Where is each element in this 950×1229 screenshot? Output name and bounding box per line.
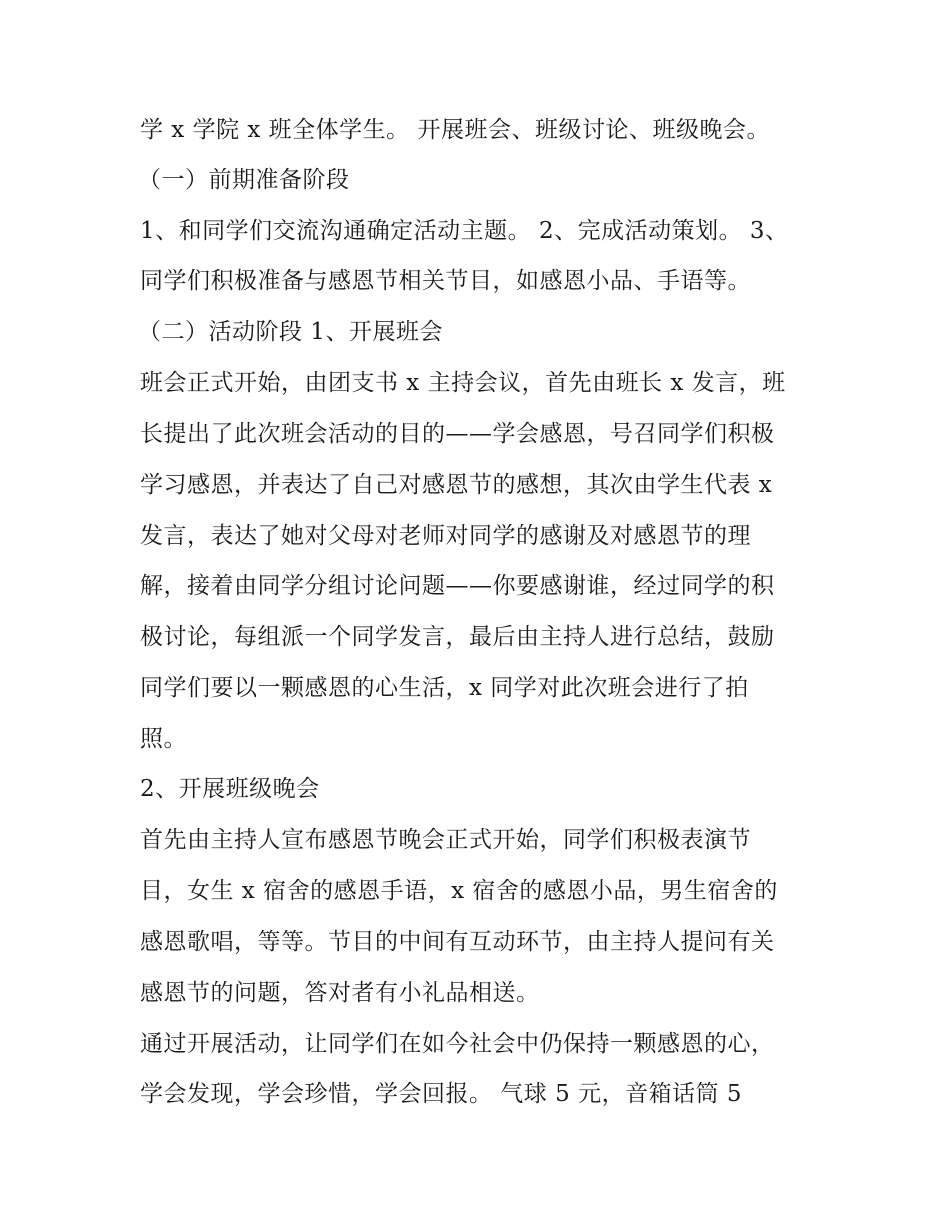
text-line: 通过开展活动，让同学们在如今社会中仍保持一颗感恩的心，	[140, 1031, 775, 1057]
section-heading: （二）活动阶段 1、开展班会	[138, 319, 443, 345]
text-line: 首先由主持人宣布感恩节晚会正式开始，同学们积极表演节	[140, 827, 751, 853]
text-line: 班会正式开始，由团支书 x 主持会议，首先由班长 x 发言，班	[140, 370, 786, 396]
text-line: 感恩歌唱，等等。节目的中间有互动环节，由主持人提问有关	[140, 929, 775, 955]
text-line: 感恩节的问题，答对者有小礼品相送。	[140, 980, 540, 1006]
section-heading: （一）前期准备阶段	[138, 167, 350, 193]
text-line: 1、和同学们交流沟通确定活动主题。 2、完成活动策划。 3、	[140, 218, 789, 244]
text-line: 解，接着由同学分组讨论问题——你要感谢谁，经过同学的积	[140, 573, 775, 599]
text-line: 学 x 学院 x 班全体学生。 开展班会、班级讨论、班级晚会。	[140, 117, 770, 143]
text-line: 极讨论，每组派一个同学发言，最后由主持人进行总结，鼓励	[140, 624, 775, 650]
text-line: 目，女生 x 宿舍的感恩手语，x 宿舍的感恩小品，男生宿舍的	[140, 878, 778, 904]
text-line: 同学们要以一颗感恩的心生活，x 同学对此次班会进行了拍	[140, 675, 749, 701]
text-line: 学习感恩，并表达了自己对感恩节的感想，其次由学生代表 x	[140, 472, 773, 498]
text-line: 长提出了此次班会活动的目的——学会感恩，号召同学们积极	[140, 421, 775, 447]
section-heading: 2、开展班级晚会	[140, 776, 320, 802]
text-line: 同学们积极准备与感恩节相关节目，如感恩小品、手语等。	[140, 268, 751, 294]
text-line: 照。	[140, 726, 187, 752]
text-line: 学会发现，学会珍惜，学会回报。 气球 5 元，音箱话筒 5	[140, 1081, 743, 1107]
text-line: 发言，表达了她对父母对老师对同学的感谢及对感恩节的理	[140, 523, 751, 549]
